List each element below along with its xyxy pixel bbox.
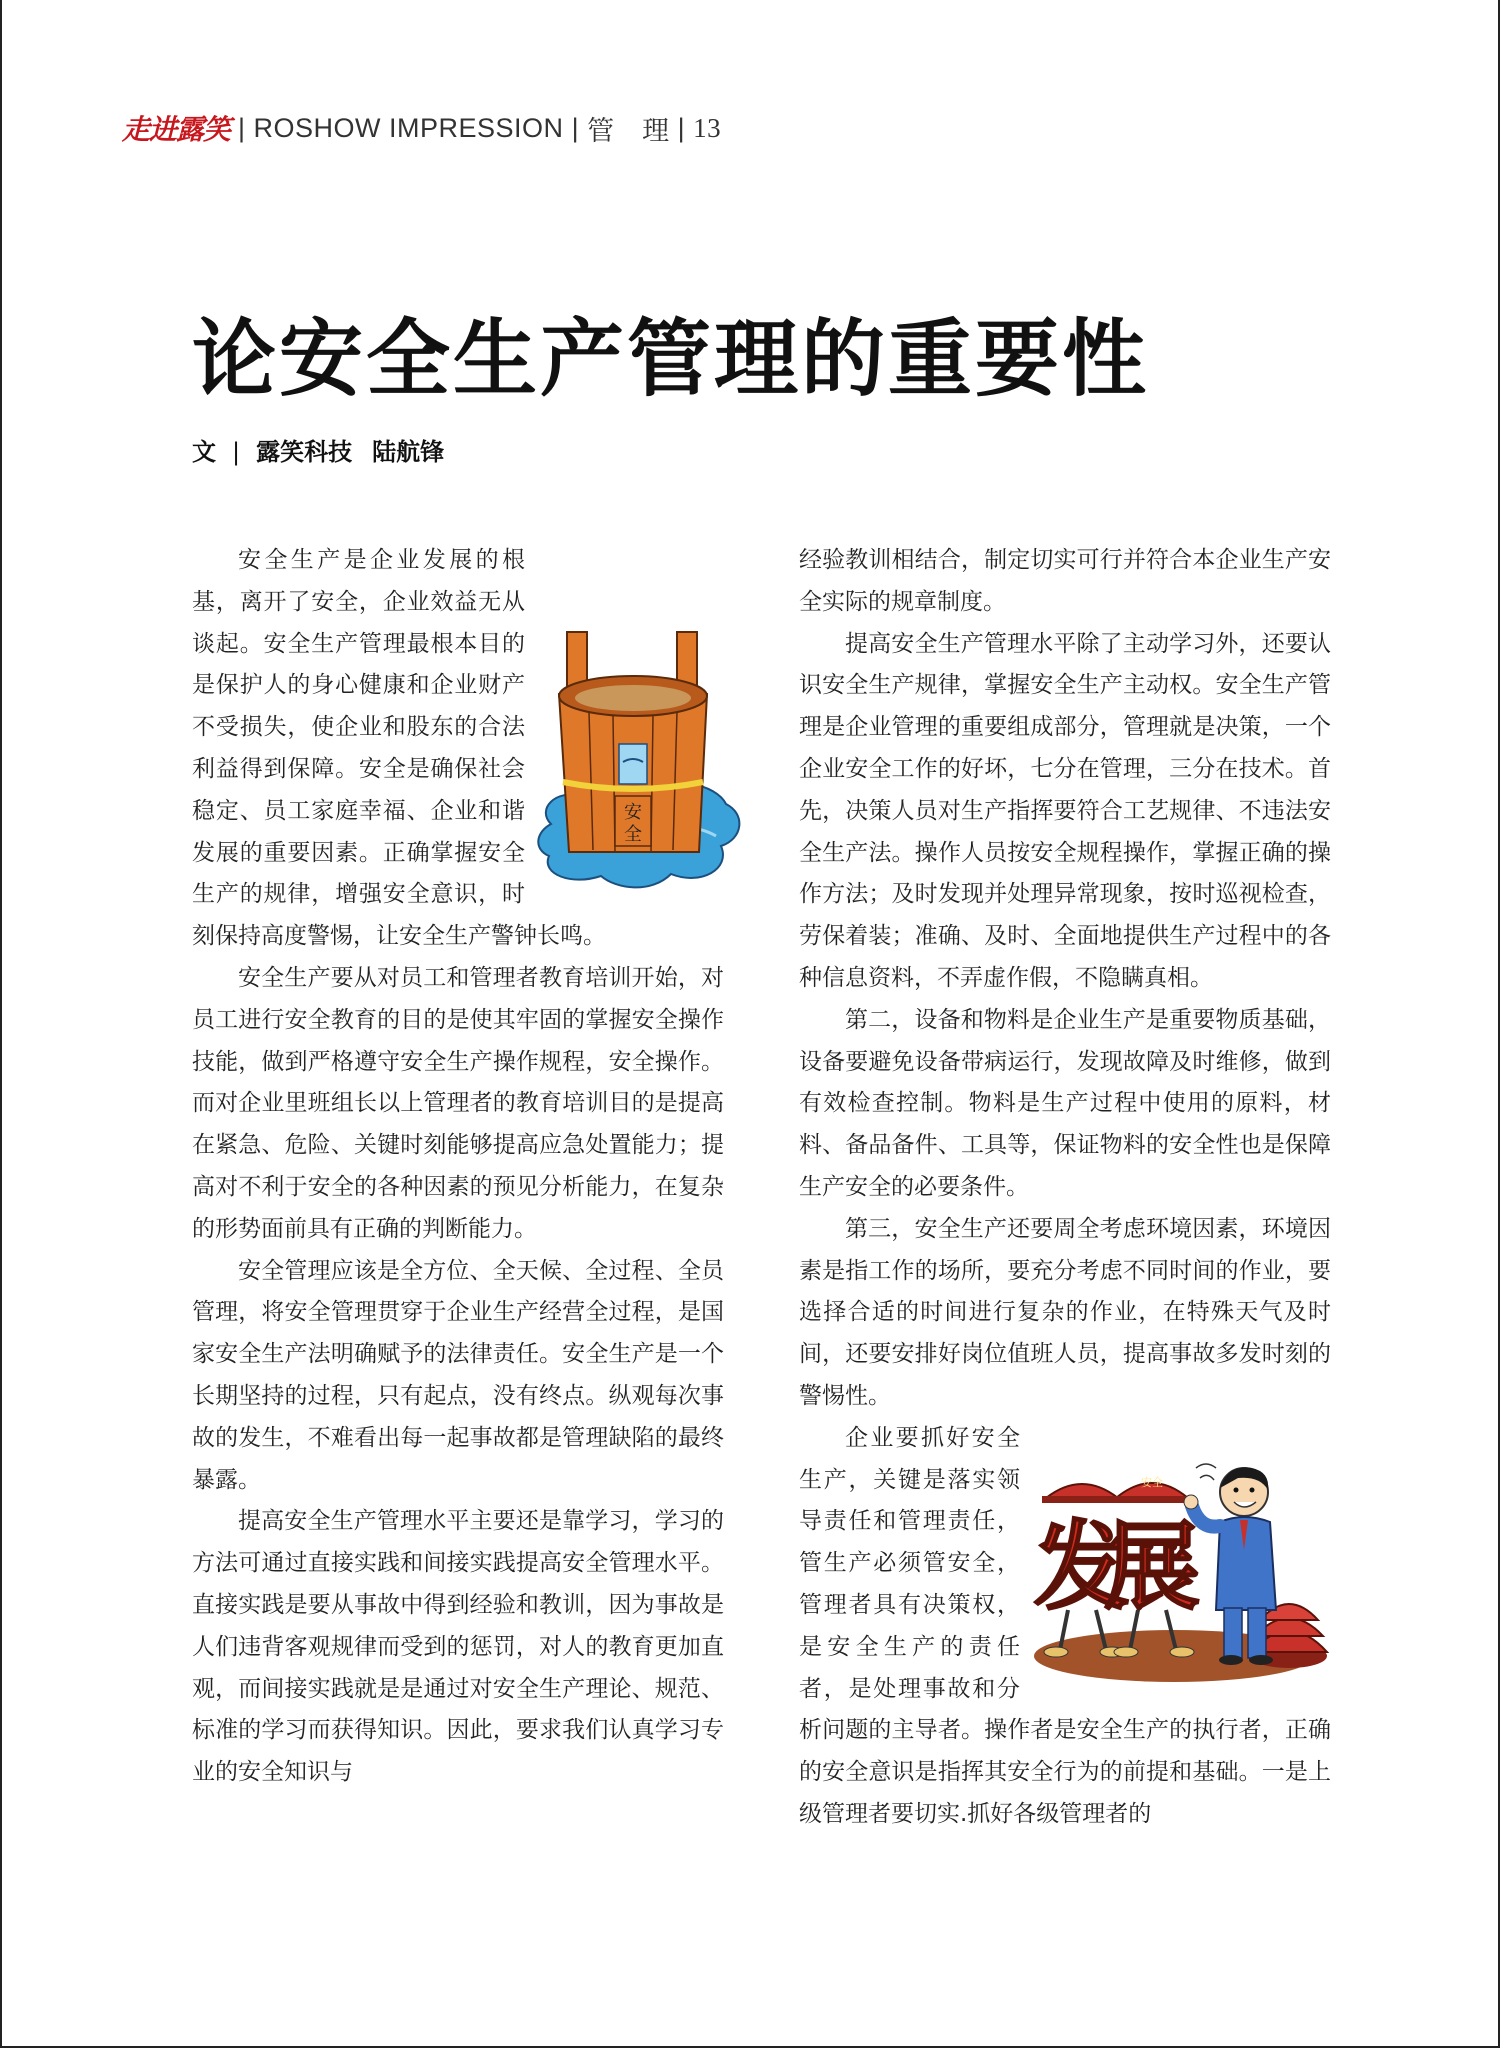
byline-label: 文 — [192, 438, 216, 466]
header-separator: | — [238, 112, 246, 143]
byline-author: 陆航锋 — [372, 438, 445, 466]
paragraph — [799, 1418, 1331, 1836]
paragraph: 提高安全生产管理水平除了主动学习外，还要认识安全生产规律，掌握安全生产主动权。安全生产管理是企业管理的重要组成部分，管理就是决策，一个企业安全工作的好坏，七分在管理，三分在技术。首先，决策人员对生产指挥要符合工艺规律、不违法安全生产法。操作人员按安全规程操作，掌握正确的操作方法；及时发现并处理异常现象，按时巡视检查，劳保着装；准确、及时、全面地提供生产过程中的各种信息资料，不弄虚作假，不隐瞒真相。 — [799, 630, 1331, 991]
right-column — [799, 540, 1331, 1836]
paragraph-continuation: 经验教训相结合，制定切实可行并符合本企业生产安全实际的规章制度。 — [799, 547, 1331, 615]
byline — [192, 432, 444, 467]
paragraph: 第三，安全生产还要周全考虑环境因素，环境因素是指工作的场所，要充分考虑不同时间的作业，要选择合适的时间进行复杂的作业，在特殊天气及时间，还要安排好岗位值班人员，提高事故多发时刻的警惕性。 — [799, 1215, 1331, 1409]
page-number: 13 — [693, 112, 722, 143]
article-title: 论安全生产管理的重要性 — [192, 310, 1150, 408]
left-column — [192, 540, 724, 1794]
bucket-icon — [531, 624, 746, 900]
develop-char-2: 展 — [1104, 1510, 1200, 1623]
brand-logo: 走进露笑 — [122, 113, 231, 146]
byline-organization: 露笑科技 — [256, 438, 353, 466]
paragraph-text: 企业要抓好安全生产，关键是落实领导责任和管理责任，管生产必须管安全，管理者具有决策权，是安全生产的责任者，是处理事故和分析问题的主导者。操作者是安全生产的执行者，正确的安全意识是指挥其安全行为的前提和基础。一是上级管理者要切实.抓好各级管理者的 — [799, 1424, 1331, 1827]
running-header — [122, 108, 721, 148]
safety-bucket-illustration — [531, 624, 746, 900]
header-separator: | — [677, 112, 686, 143]
paragraph-text: 安全生产是企业发展的根基，离开了安全，企业效益无从谈起。安全生产管理最根本目的是保护人的身心健康和企业财产不受损失，使企业和股东的合法利益得到保障。安全是确保社会稳定、员工家庭幸福、企业和谐发展的重要因素。正确掌握安全生产的规律，增强安全意识，时刻保持高度警惕，让安全生产警钟长鸣。 — [192, 547, 606, 950]
header-separator: | — [571, 112, 580, 143]
develop-char-1: 发 — [1034, 1510, 1130, 1623]
section-chinese: 管 理 — [587, 115, 670, 146]
helmet-text: 安全 — [1141, 1475, 1163, 1489]
paragraph: 第二，设备和物料是企业生产是重要物质基础，设备要避免设备带病运行，发现故障及时维修，做到有效检查控制。物料是生产过程中使用的原料，材料、备品备件、工具等，保证物料的安全性也是保障生产安全的必要条件。 — [799, 1006, 1331, 1200]
section-english: ROSHOW IMPRESSION — [253, 112, 564, 143]
paragraph: 安全生产要从对员工和管理者教育培训开始，对员工进行安全教育的目的是使其牢固的掌握安全操作技能，做到严格遵守安全生产操作规程，安全操作。而对企业里班组长以上管理者的教育培训目的是提高在紧急、危险、关键时刻能够提高应急处置能力；提高对不利于安全的各种因素的预见分析能力，在复杂的形势面前具有正确的判断能力。 — [192, 964, 724, 1242]
development-helmet-icon — [1024, 1460, 1339, 1692]
development-safety-illustration — [1024, 1460, 1339, 1692]
byline-separator: | — [232, 438, 241, 466]
paragraph: 提高安全生产管理水平主要还是靠学习，学习的方法可通过直接实践和间接实践提高安全管理水平。直接实践是要从事故中得到经验和教训，因为事故是人们违背客观规律而受到的惩罚，对人的教育更加直观，而间接实践就是是通过对安全生产理论、规范、标准的学习而获得知识。因此，要求我们认真学习专业的安全知识与 — [192, 1508, 724, 1786]
paragraph — [192, 540, 724, 958]
paragraph: 安全管理应该是全方位、全天候、全过程、全员管理，将安全管理贯穿于企业生产经营全过程，是国家安全生产法明确赋予的法律责任。安全生产是一个长期坚持的过程，只有起点，没有终点。纵观每次事故的发生，不难看出每一起事故都是管理缺陷的最终暴露。 — [192, 1257, 724, 1493]
bucket-label-2: 全 — [624, 824, 642, 845]
bucket-label-1: 安 — [624, 802, 642, 823]
